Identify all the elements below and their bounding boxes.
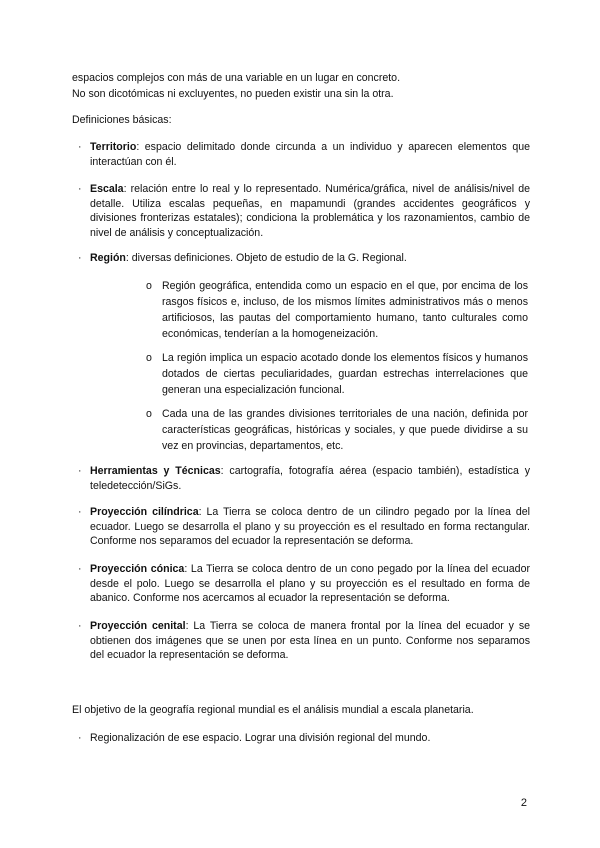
- bullet-icon: ·: [78, 620, 82, 632]
- term-herramientas: Herramientas y Técnicas: [90, 465, 221, 477]
- definition-proyeccion-cenital: [78, 619, 531, 663]
- definition-proyeccion-conica: [78, 562, 530, 606]
- objective-paragraph: El objetivo de la geografía regional mundial es el análisis mundial a escala planetaria.: [72, 704, 474, 716]
- text-proyeccion-cilindrica: : La Tierra se coloca dentro de un cilindro pegado por la línea del ecuador. Luego se desarrolla el plano y su proyección es el resultado en forma rectangular. Conforme nos separamos del ecuador la representación se deforma.: [90, 506, 531, 547]
- sub-bullet-icon: o: [146, 408, 152, 420]
- region-item-text: Región geográfica, entendida como un espacio en el que, por encima de los rasgos físicos e, incluso, de los mismos límites administrativos más o menos artificiosos, las pautas del comportamiento humano, tanto culturales como económicas, tenderían a la homogeneización.: [162, 280, 528, 340]
- regionalization-text: Regionalización de ese espacio. Lograr una división regional del mundo.: [90, 732, 431, 744]
- bullet-icon: ·: [78, 506, 82, 518]
- bullet-icon: ·: [78, 141, 82, 153]
- sub-bullet-icon: o: [146, 280, 152, 292]
- text-escala: : relación entre lo real y lo representado. Numérica/gráfica, nivel de análisis/nivel de detalle. Utiliza escalas pequeñas, en mapamundi (grandes accidentes geográficos y divisiones fronterizas estatales); condiciona la problemática y los razonamientos, cambio de nivel de análisis y conceptualización.: [90, 183, 530, 239]
- region-item-text: La región implica un espacio acotado donde los elementos físicos y humanos dotados de ciertas peculiaridades, guardan estrechas interrelaciones que generan una especialización funcional.: [162, 352, 528, 396]
- term-territorio: Territorio: [90, 141, 137, 153]
- region-item-1: [146, 278, 528, 342]
- bullet-icon: ·: [78, 183, 82, 195]
- region-item-text: Cada una de las grandes divisiones territoriales de una nación, definida por características geográficas, históricas y sociales, y que puede dividirse a su vez en provincias, departamentos, etc.: [162, 408, 528, 452]
- definition-proyeccion-cilindrica: [78, 505, 531, 549]
- text-region: : diversas definiciones. Objeto de estudio de la G. Regional.: [125, 252, 407, 264]
- text-herramientas: : cartografía, fotografía aérea (espacio también), estadística y teledetección/SiGs.: [90, 465, 530, 492]
- bullet-icon: ·: [78, 252, 82, 264]
- region-item-2: [146, 350, 528, 398]
- definition-escala: [78, 182, 530, 240]
- term-proyeccion-cenital: Proyección cenital: [90, 620, 186, 632]
- region-item-3: [146, 406, 528, 454]
- page-number: 2: [520, 797, 527, 809]
- intro-line-2: No son dicotómicas ni excluyentes, no pueden existir una sin la otra.: [72, 88, 394, 100]
- bullet-icon: ·: [78, 732, 82, 744]
- sub-bullet-icon: o: [146, 352, 152, 364]
- text-proyeccion-cenital: : La Tierra se coloca de manera frontal por la línea del ecuador y se obtienen dos imágenes que se unen por esta línea en un punto. Conforme nos separamos del ecuador la representación se deforma.: [90, 620, 531, 661]
- intro-line-1: espacios complejos con más de una variable en un lugar en concreto.: [72, 72, 401, 84]
- bullet-icon: ·: [78, 563, 82, 575]
- bullet-icon: ·: [78, 465, 82, 477]
- term-escala: Escala: [90, 183, 124, 195]
- term-region: Región: [90, 252, 126, 264]
- regionalization-item: [78, 731, 530, 746]
- definitions-heading: Definiciones básicas:: [72, 114, 172, 126]
- text-proyeccion-conica: : La Tierra se coloca dentro de un cono pegado por la línea del ecuador desde el polo. Luego se desarrolla el plano y su proyección es el resultado en forma de abanico. Conforme nos acercamos al ecuador la representación se deforma.: [90, 563, 530, 604]
- definition-region: [78, 251, 530, 266]
- text-territorio: : espacio delimitado donde circunda a un individuo y aparecen elementos que interactúan con él.: [90, 141, 530, 168]
- term-proyeccion-cilindrica: Proyección cilíndrica: [90, 506, 199, 518]
- definition-territorio: [78, 140, 530, 169]
- term-proyeccion-conica: Proyección cónica: [90, 563, 185, 575]
- definition-herramientas: [78, 464, 530, 493]
